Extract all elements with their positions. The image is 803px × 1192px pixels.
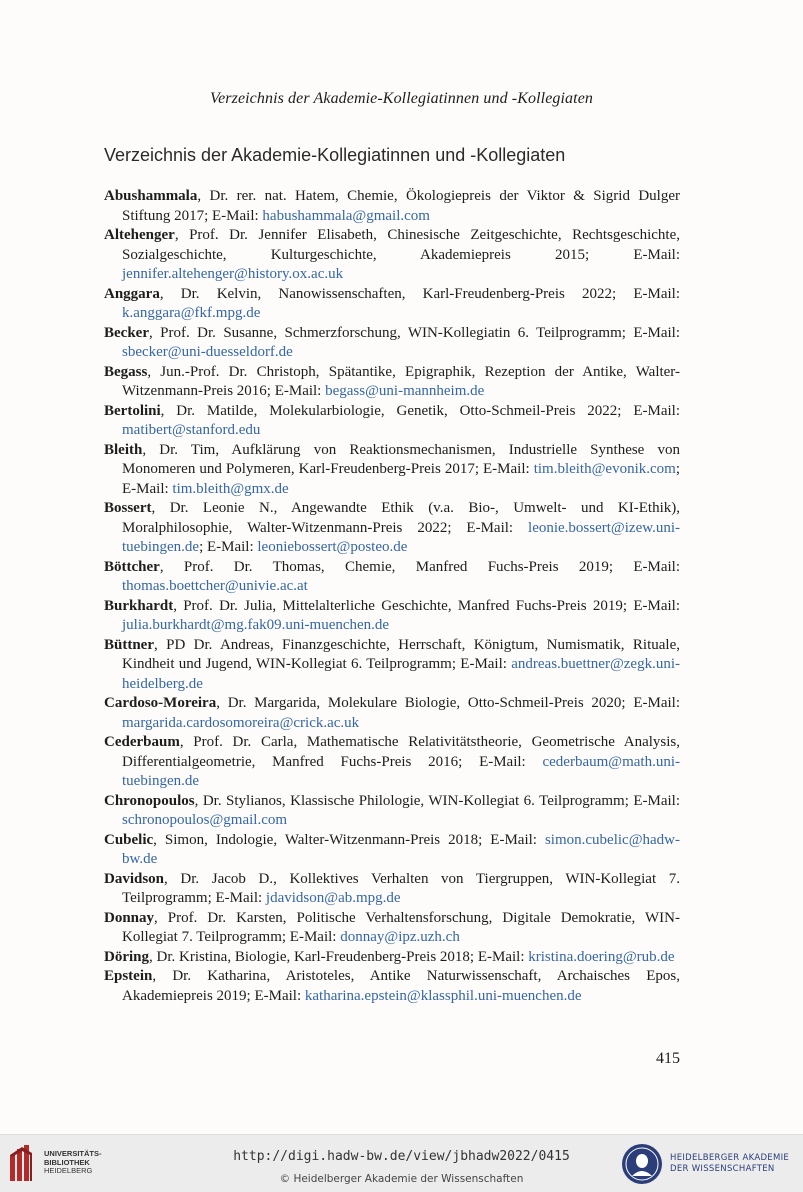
entry-details: , Prof. Dr. Thomas, Chemie, Manfred Fuchs-Preis 2019; E-Mail: <box>159 558 680 575</box>
running-head: Verzeichnis der Akademie-Kollegiatinnen und -Kollegiaten <box>209 90 593 107</box>
entry-details: , Dr. rer. nat. Hatem, Chemie, Ökologiepreis der Viktor & Sigrid Dulger Stiftung 2017; E-Mail: <box>122 188 680 224</box>
entry-details: , Dr. Stylianos, Klassische Philologie, WIN-Kollegiat 6. Teilprogramm; E-Mail: <box>194 792 680 809</box>
entry-email-link[interactable]: habushammala@gmail.com <box>262 207 430 224</box>
entry-email-link[interactable]: jdavidson@ab.mpg.de <box>265 890 401 906</box>
directory-entry <box>104 187 680 226</box>
entry-details-tail: ; E-Mail: <box>122 461 680 497</box>
entry-email-link[interactable]: cederbaum@math.uni-tuebingen.de <box>122 753 680 789</box>
entry-name: Bossert <box>104 500 152 516</box>
directory-entry <box>104 499 680 558</box>
entry-name: Burkhardt <box>104 597 174 614</box>
entry-details: , Dr. Kelvin, Nanowissenschaften, Karl-Freudenberg-Preis 2022; E-Mail: <box>159 285 680 302</box>
academy-seal-icon <box>620 1142 664 1186</box>
entry-email-link-secondary[interactable]: leoniebossert@posteo.de <box>257 539 408 555</box>
entry-name: Cardoso-Moreira <box>104 695 217 711</box>
document-url[interactable]: http://digi.hadw-bw.de/view/jbhadw2022/0415 <box>233 1149 570 1164</box>
member-directory-list <box>104 187 680 1006</box>
entry-details: , Dr. Margarida, Molekulare Biologie, Otto-Schmeil-Preis 2020; E-Mail: <box>216 695 680 711</box>
entry-email-link[interactable]: margarida.cardosomoreira@crick.ac.uk <box>122 714 360 731</box>
entry-email-link[interactable]: kristina.doering@rub.de <box>528 948 675 965</box>
entry-details: , Jun.-Prof. Dr. Christoph, Spätantike, Epigraphik, Rezeption der Antike, Walter-Witzenmann-Preis 2016; E-Mail: <box>122 363 680 399</box>
footer-bar <box>0 1134 803 1192</box>
entry-name: Chronopoulos <box>104 792 195 809</box>
entry-email-link[interactable]: tim.bleith@evonik.com <box>533 461 676 477</box>
entry-details: , Prof. Dr. Susanne, Schmerzforschung, WIN-Kollegiatin 6. Teilprogramm; E-Mail: <box>148 324 680 341</box>
entry-name: Cederbaum <box>104 734 180 750</box>
entry-details: , Simon, Indologie, Walter-Witzenmann-Preis 2018; E-Mail: <box>153 831 545 848</box>
entry-name: Anggara <box>104 285 160 302</box>
academy-logo[interactable] <box>620 1142 800 1186</box>
entry-email-link[interactable]: simon.cubelic@hadw-bw.de <box>122 831 680 867</box>
entry-email-link[interactable]: andreas.buettner@zegk.uni-heidelberg.de <box>122 656 680 692</box>
entry-email-link[interactable]: julia.burkhardt@mg.fak09.uni-muenchen.de <box>122 617 390 633</box>
entry-details: , Dr. Jacob D., Kollektives Verhalten von Tiergruppen, WIN-Kollegiat 7. Teilprogramm; E-Mail: <box>122 870 680 906</box>
entry-details: , Dr. Tim, Aufklärung von Reaktionsmechanismen, Industrielle Synthese von Monomeren und Polymeren, Karl-Freudenberg-Preis 2017; E-Mail: <box>122 441 680 477</box>
section-title: Verzeichnis der Akademie-Kollegiatinnen und -Kollegiaten <box>104 145 566 165</box>
directory-entry <box>104 694 680 733</box>
entry-email-link-secondary[interactable]: tim.bleith@gmx.de <box>172 480 289 497</box>
directory-entry <box>104 870 680 909</box>
entry-details-tail: ; E-Mail: <box>199 539 258 555</box>
entry-email-link[interactable]: jennifer.altehenger@history.ox.ac.uk <box>122 266 344 282</box>
entry-name: Cubelic <box>104 831 154 848</box>
entry-email-link[interactable]: katharina.epstein@klassphil.uni-muenchen.de <box>304 987 582 1004</box>
entry-email-link[interactable]: schronopoulos@gmail.com <box>122 812 288 828</box>
entry-details: , Prof. Dr. Jennifer Elisabeth, Chinesische Zeitgeschichte, Rechtsgeschichte, Sozialgeschichte, Kulturgeschichte, Akademiepreis 2015; E-Mail: <box>122 227 680 263</box>
academy-name: HEIDELBERGER AKADEMIE DER WISSENSCHAFTEN <box>670 1153 790 1174</box>
entry-details: , Prof. Dr. Julia, Mittelalterliche Geschichte, Manfred Fuchs-Preis 2019; E-Mail: <box>173 597 680 614</box>
directory-entry <box>104 226 680 285</box>
entry-details: , Dr. Kristina, Biologie, Karl-Freudenberg-Preis 2018; E-Mail: <box>149 948 529 965</box>
entry-details: , Dr. Matilde, Molekularbiologie, Genetik, Otto-Schmeil-Preis 2022; E-Mail: <box>160 402 680 419</box>
directory-entry <box>104 324 680 363</box>
entry-name: Döring <box>104 948 149 965</box>
entry-email-link[interactable]: begass@uni-mannheim.de <box>325 383 485 399</box>
directory-entry <box>104 402 680 441</box>
entry-email-link[interactable]: matibert@stanford.edu <box>122 422 261 438</box>
directory-entry <box>104 363 680 402</box>
entry-details: , Prof. Dr. Carla, Mathematische Relativitätstheorie, Geometrische Analysis, Differentialgeometrie, Manfred Fuchs-Preis 2016; E-Mail: <box>122 734 680 770</box>
entry-name: Böttcher <box>104 558 160 575</box>
entry-email-link[interactable]: thomas.boettcher@univie.ac.at <box>122 578 308 594</box>
page-number: 415 <box>656 1050 680 1067</box>
copyright-notice: © Heidelberger Akademie der Wissenschaften <box>279 1173 524 1185</box>
entry-details: , PD Dr. Andreas, Finanzgeschichte, Herrschaft, Königtum, Numismatik, Rituale, Kindheit und Jugend, WIN-Kollegiat 6. Teilprogramm; E-Mail: <box>122 636 680 672</box>
entry-email-link[interactable]: leonie.bossert@izew.uni-tuebingen.de <box>122 519 680 555</box>
entry-name: Davidson <box>104 870 165 887</box>
entry-name: Bertolini <box>104 402 161 419</box>
entry-name: Epstein <box>104 968 153 984</box>
directory-entry <box>104 733 680 792</box>
entry-details: , Dr. Leonie N., Angewandte Ethik (v.a. Bio-, Umwelt- und KI-Ethik), Moralphilosophie, Walter-Witzenmann-Preis 2022; E-Mail: <box>122 500 680 536</box>
entry-name: Begass <box>104 363 148 380</box>
entry-email-link[interactable]: donnay@ipz.uzh.ch <box>340 929 460 945</box>
directory-entry <box>104 792 680 831</box>
university-library-name: UNIVERSITÄTS- BIBLIOTHEK HEIDELBERG <box>44 1149 102 1175</box>
entry-name: Becker <box>104 324 149 341</box>
entry-details: , Dr. Katharina, Aristoteles, Antike Naturwissenschaft, Archaisches Epos, Akademiepreis 2019; E-Mail: <box>122 968 680 1004</box>
directory-entry <box>104 558 680 597</box>
directory-entry <box>104 441 680 500</box>
entry-name: Büttner <box>104 636 154 653</box>
entry-email-link[interactable]: sbecker@uni-duesseldorf.de <box>122 344 293 360</box>
directory-entry <box>104 967 680 1006</box>
directory-entry <box>104 597 680 636</box>
entry-email-link[interactable]: k.anggara@fkf.mpg.de <box>122 305 261 321</box>
directory-entry <box>104 285 680 324</box>
entry-name: Abushammala <box>104 188 198 204</box>
entry-name: Altehenger <box>104 227 175 243</box>
entry-name: Donnay <box>104 909 155 926</box>
directory-entry <box>104 636 680 695</box>
directory-entry <box>104 909 680 948</box>
directory-entry <box>104 948 680 968</box>
entry-name: Bleith <box>104 441 143 458</box>
directory-entry <box>104 831 680 870</box>
entry-details: , Prof. Dr. Karsten, Politische Verhaltensforschung, Digitale Demokratie, WIN-Kollegiat 7. Teilprogramm; E-Mail: <box>122 909 680 945</box>
